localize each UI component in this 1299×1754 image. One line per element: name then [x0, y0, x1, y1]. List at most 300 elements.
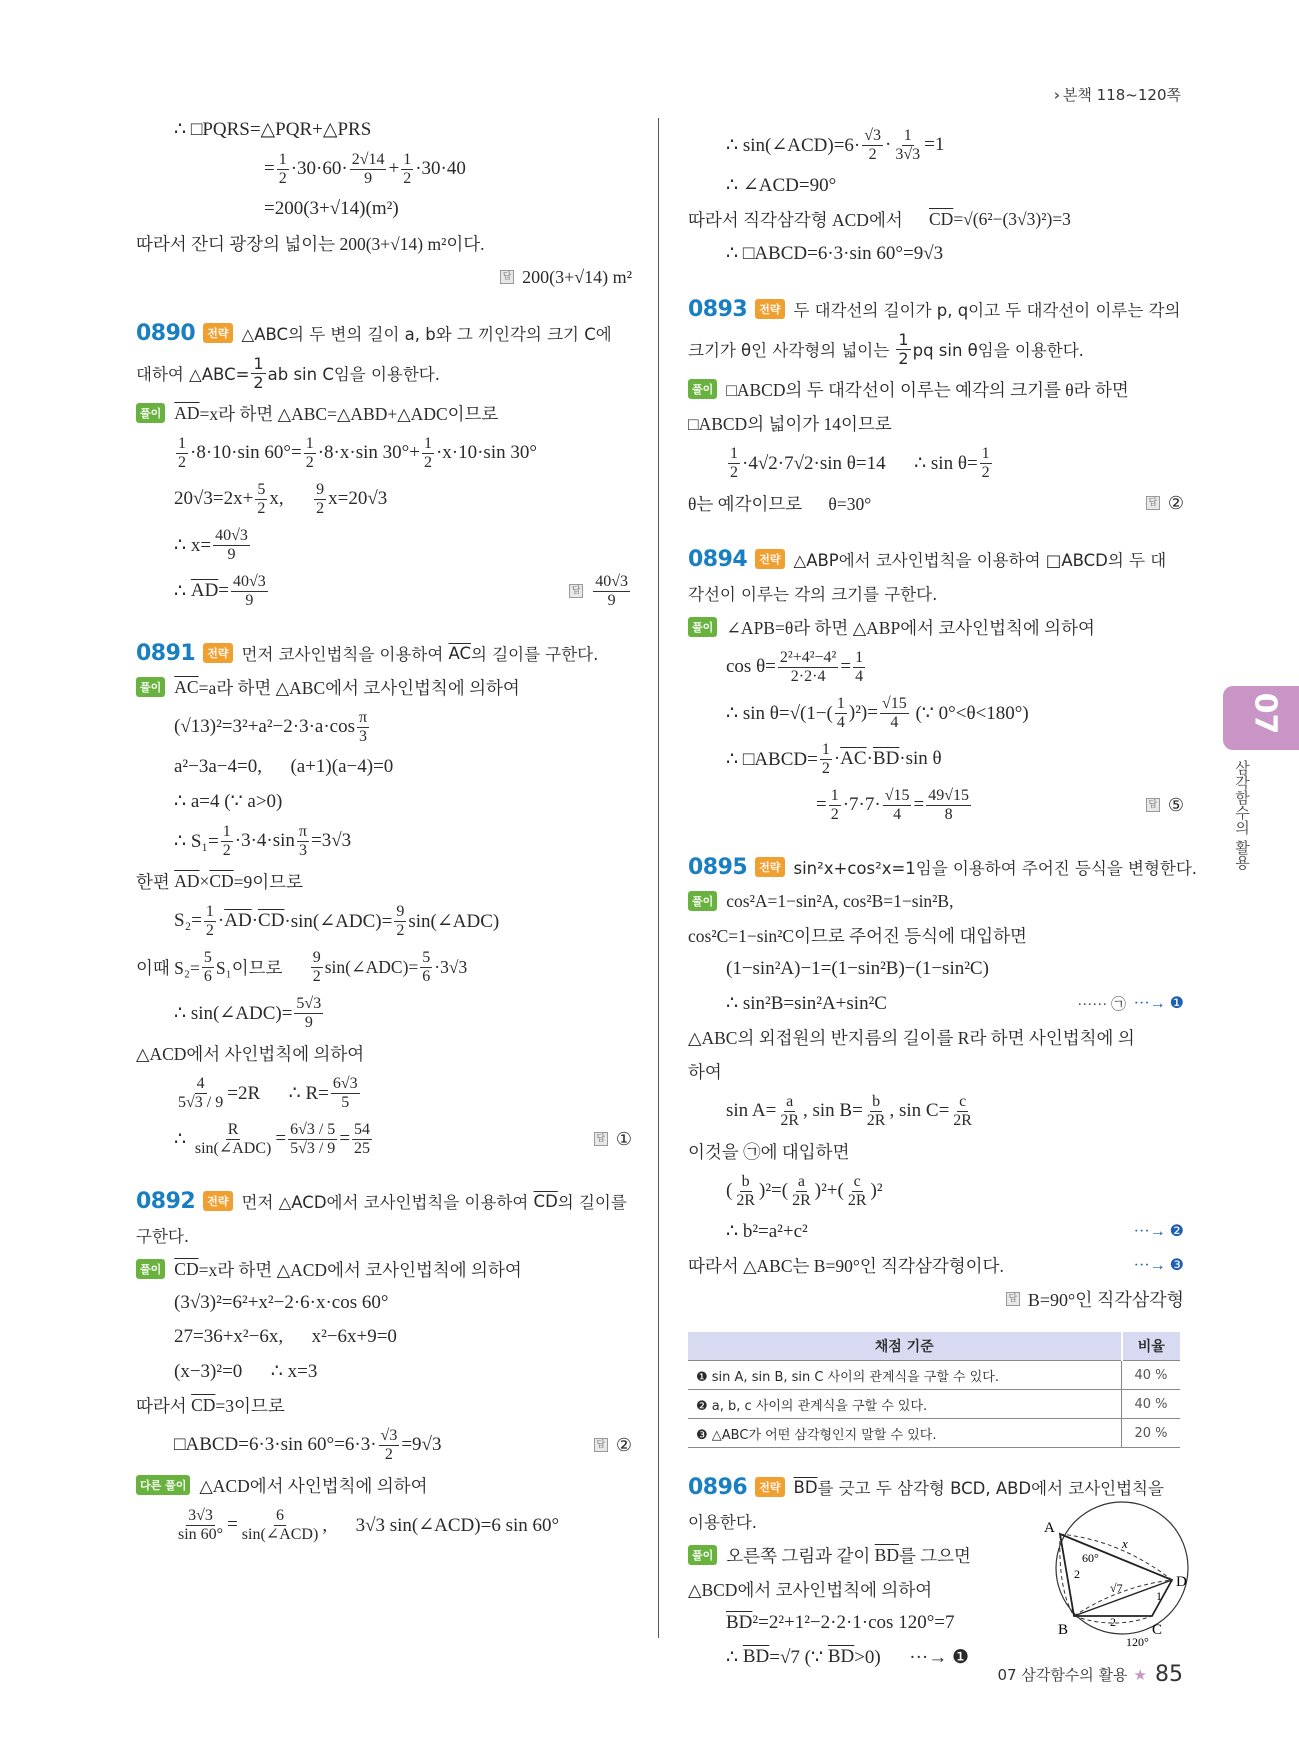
overline-segment: $\overline{AD}$ [224, 910, 252, 931]
numerator: 5 [422, 948, 431, 966]
fraction [422, 435, 434, 471]
problem-number: 0890 [136, 320, 196, 346]
text-run: ∴ □PQRS=△PQR+△PRS [174, 118, 372, 140]
label-2b: 2 [1110, 1615, 1116, 1629]
line-cont [688, 576, 1184, 610]
line-head [688, 850, 1198, 884]
text-run: ∴ [726, 1646, 743, 1668]
text-run: ∴ sin θ=√(1−( [726, 702, 833, 724]
denominator: 2 [253, 372, 264, 392]
text-run: ·sin(∠ADC)= [284, 910, 393, 932]
text-run: ∠APB=θ라 하면 △ABP에서 코사인법칙에 의하여 [726, 617, 1095, 638]
text-run: 따라서 △ABC는 B=90°인 직각삼각형이다. [688, 1255, 1004, 1276]
text-run: ·7·7· [842, 794, 881, 815]
text-run: ⑤ [1167, 794, 1184, 815]
text-run: ∴ □ABCD= [726, 748, 818, 770]
text-run: ∴ □ABCD=6·3·sin 60°=9√3 [726, 242, 944, 264]
text-run: (√13)²=3²+a²−2·3·a·cos [174, 716, 355, 737]
text-run: sin(∠ADC)= [324, 956, 419, 977]
text-run: ·sin θ [899, 748, 942, 769]
fraction [778, 1093, 801, 1129]
overline-segment: $\overline{CD}$ [174, 1258, 199, 1279]
fraction [835, 695, 847, 731]
point-d: D [1176, 1574, 1187, 1590]
line-eq [136, 1354, 632, 1388]
line-text [688, 406, 1184, 440]
text-run: = [275, 1128, 287, 1149]
text-run: □ABCD=6·3·sin 60°=6·3· [174, 1434, 377, 1455]
step-marker: ···→ ❶ [1133, 995, 1184, 1012]
table-header: 채점 기준 [688, 1332, 1122, 1361]
numerator: 1 [178, 434, 186, 452]
fraction [829, 787, 841, 823]
point-c: C [1152, 1622, 1163, 1638]
line-head [136, 636, 632, 670]
numerator: 1 [423, 434, 432, 452]
line-eq [688, 168, 1184, 202]
fraction [311, 949, 323, 985]
text-run: ∴ a=4 (∵ a>0) [174, 790, 283, 812]
line-eq2 [136, 192, 632, 226]
answer-icon: 답 [1146, 798, 1160, 812]
overline-segment: $\overline{BD}$ [827, 1646, 855, 1667]
denominator: 9 [245, 591, 254, 609]
text-run: △ABC의 두 변의 길이 a, b와 그 끼인각의 크기 C에 [241, 325, 612, 344]
line-sol [136, 1252, 632, 1286]
text-run: =9√3 [401, 1434, 442, 1455]
denominator: 3 [359, 727, 368, 745]
fraction [221, 823, 233, 859]
line-eq [136, 522, 632, 568]
line-eq [136, 430, 632, 476]
line-eq [136, 898, 632, 944]
fraction [862, 127, 883, 163]
text-run: sin(∠ADC) [408, 910, 500, 932]
text-run: = [218, 580, 230, 601]
overline-segment: $\overline{CD}$ [209, 870, 234, 891]
denominator: 2 [730, 463, 738, 481]
line-text [688, 1054, 1184, 1088]
line-head [136, 316, 632, 350]
line-eq2 [688, 782, 1184, 828]
line-eq [136, 1422, 632, 1468]
numerator: 2√14 [351, 150, 385, 168]
text-run: = [913, 794, 925, 815]
text-run: cos²C=1−sin²C이므로 주어진 등식에 대입하면 [688, 925, 1027, 946]
denominator: 2 [316, 499, 325, 517]
numerator: π [298, 822, 307, 840]
answer [1146, 795, 1184, 816]
answer-icon: 답 [500, 270, 514, 284]
equation-marker: ······ ㉠ [1077, 996, 1126, 1013]
numerator: 1 [836, 694, 845, 712]
overline-segment: $\overline{BD}$ [793, 1477, 818, 1497]
overline-segment: $\overline{BD}$ [874, 1544, 899, 1565]
denominator: 4 [836, 713, 845, 731]
footer-chapter: 07 삼각함수의 활용 [997, 1666, 1128, 1684]
text-run: ∴ [174, 1128, 191, 1150]
text-run: >0) ···→ ❶ [854, 1646, 970, 1668]
table-row [688, 1361, 1180, 1390]
problem-number: 0891 [136, 640, 196, 666]
line-ansonly [688, 1282, 1184, 1316]
line-eq [136, 1502, 632, 1548]
line-eq [136, 568, 632, 614]
line-eq [688, 122, 1184, 168]
denominator: 2 [396, 921, 405, 939]
line-cont [136, 1218, 632, 1252]
fraction [176, 1075, 225, 1111]
denominator: 9 [607, 591, 616, 609]
numerator: √15 [881, 694, 907, 712]
fraction [880, 695, 909, 731]
text-run: ·4√2·7√2·sin θ=14 ∴ sin θ= [742, 452, 978, 474]
line-eq [688, 236, 1184, 270]
criterion-cell: ❶ sin A, sin B, sin C 사이의 관계식을 구할 수 있다. [688, 1361, 1122, 1390]
numerator: 1 [898, 329, 909, 349]
numerator: 6√3 / 5 [290, 1120, 336, 1138]
line-head [136, 1184, 632, 1218]
answer [569, 573, 632, 609]
numerator: 1 [403, 150, 412, 168]
text-run: · [251, 910, 259, 931]
fraction [394, 903, 406, 939]
text-run: + [388, 158, 400, 179]
numerator: 1 [830, 786, 839, 804]
line-sol [688, 372, 1184, 406]
text-run: ∴ sin²B=sin²A+sin²C [726, 992, 887, 1014]
numerator: 1 [855, 648, 864, 666]
text-run: =2R ∴ R= [227, 1082, 329, 1104]
text-run: ·30·40 [415, 158, 466, 179]
text-run: ·30·60· [290, 158, 348, 179]
numerator: 54 [354, 1120, 371, 1138]
text-run: 의 길이를 [557, 1193, 627, 1212]
denominator: 2 [384, 1445, 393, 1463]
text-run: 를 긋고 두 삼각형 BCD, ABD에서 코사인법칙을 [817, 1479, 1164, 1498]
text-run: △ABP에서 코사인법칙을 이용하여 □ABCD의 두 대 [793, 551, 1167, 570]
text-run: ∴ ∠ACD=90° [726, 174, 837, 196]
answer-icon: 답 [569, 584, 583, 598]
line-eq [136, 1286, 632, 1320]
denominator: 2 [278, 169, 287, 187]
text-run: 27=36+x²−6x, x²−6x+9=0 [174, 1326, 397, 1347]
fraction [951, 1093, 974, 1129]
chapter-number: 07 [1247, 692, 1283, 735]
numerator: 1 [821, 740, 830, 758]
line-eq [688, 1088, 1184, 1134]
fraction [294, 995, 323, 1031]
text-run: θ는 예각이므로 θ=30° [688, 493, 872, 514]
text-run: ② [1167, 492, 1184, 513]
step-marker: ···→ ❸ [1133, 1257, 1184, 1274]
line-eq [136, 1320, 632, 1354]
text-run: ① [615, 1128, 632, 1149]
denominator: sin(∠ADC) [194, 1139, 272, 1157]
fraction [277, 151, 289, 187]
overline-segment: $\overline{AD}$ [190, 580, 219, 601]
denominator: 5√3 / 9 [290, 1139, 336, 1157]
denominator: 9 [304, 1013, 313, 1031]
numerator: 1 [903, 126, 912, 144]
line-eq2 [136, 146, 632, 192]
text-run: ²=2²+1²−2·2·1·cos 120°=7 [752, 1612, 955, 1633]
text-run: × [199, 870, 210, 891]
numerator: 1 [253, 353, 264, 373]
overline-segment: $\overline{BD}$ [742, 1646, 770, 1667]
chevron-right-icon: › [1053, 86, 1060, 104]
fraction [853, 649, 865, 685]
denominator: 4 [893, 805, 902, 823]
problem-number: 0896 [688, 1474, 748, 1500]
denominator: 2R [953, 1111, 972, 1129]
fraction [401, 151, 413, 187]
solution-badge: 풀이 [136, 403, 165, 423]
line-text [136, 1388, 632, 1422]
numerator: a [786, 1092, 794, 1110]
text-run: cos θ= [726, 656, 776, 677]
denominator: 2R [866, 1111, 886, 1129]
denominator: 6 [422, 967, 431, 985]
numerator: c [853, 1172, 861, 1190]
text-run: 의 길이를 구한다. [471, 645, 599, 664]
point-a: A [1044, 1520, 1055, 1536]
text-run: )²)= [848, 702, 878, 723]
text-run: ·x·10·sin 30° [435, 442, 537, 463]
star-icon: ★ [1133, 1665, 1147, 1684]
numerator: 1 [278, 150, 287, 168]
text-run: =1 [924, 134, 945, 155]
text-run: ∴ x= [174, 534, 212, 556]
text-run: sin A= [726, 1100, 777, 1121]
fraction [213, 527, 250, 563]
answer [1006, 1286, 1184, 1312]
denominator: 25 [354, 1139, 371, 1157]
fraction [593, 573, 630, 609]
line-sol [136, 670, 632, 704]
text-run: 두 대각선의 길이가 p, q이고 두 대각선이 이루는 각의 [793, 301, 1181, 320]
numerator: 40√3 [595, 572, 628, 590]
numerator: 6 [276, 1506, 285, 1524]
denominator: 2 [305, 453, 314, 471]
strategy-badge: 전략 [755, 299, 784, 319]
line-alt [136, 1468, 632, 1502]
numerator: 1 [981, 444, 990, 462]
text-run: = [264, 158, 275, 179]
quadrilateral-figure [1030, 1490, 1200, 1650]
text-run: =√7 (∵ [769, 1646, 828, 1668]
column-divider [658, 118, 659, 1638]
denominator: 2 [205, 921, 214, 939]
fraction [202, 949, 214, 985]
solution-badge: 풀이 [688, 617, 717, 637]
line-text [688, 1020, 1184, 1054]
text-run: = [816, 794, 827, 815]
ratio-cell: 20 % [1122, 1419, 1181, 1448]
fraction [357, 709, 369, 745]
fraction [352, 1121, 372, 1157]
text-run: =x라 하면 △ABC=△ABD+△ADC이므로 [199, 403, 499, 424]
text-run: B=90°인 직각삼각형 [1027, 1290, 1184, 1310]
denominator: 3√3 [895, 145, 921, 163]
line-eq [136, 818, 632, 864]
table-header: 비율 [1122, 1332, 1181, 1361]
fraction [251, 355, 265, 391]
strategy-badge: 전략 [755, 549, 784, 569]
text-run: sin²x+cos²x=1임을 이용하여 주어진 등식을 변형한다. [793, 859, 1198, 878]
fraction [846, 1173, 869, 1209]
text-run: =9이므로 [233, 871, 303, 892]
text-run: △ABC의 외접원의 반지름의 길이를 R라 하면 사인법칙에 의 [688, 1027, 1135, 1048]
text-run: 이때 S₂= [136, 957, 200, 978]
text-run: ·8·x·sin 30°+ [317, 442, 420, 463]
text-run: )² [870, 1180, 883, 1201]
text-run: ∴ sin(∠ADC)= [174, 1002, 293, 1024]
alt-solution-badge: 다른 풀이 [136, 1475, 190, 1495]
line-eq [688, 986, 1184, 1020]
numerator: b [741, 1172, 750, 1190]
text-run: · [833, 748, 841, 769]
text-run: =√(6²−(3√3)²)=3 [953, 208, 1071, 229]
text-run: 먼저 코사인법칙을 이용하여 [241, 645, 449, 664]
line-head [688, 542, 1184, 576]
denominator: 9 [364, 169, 373, 187]
strategy-badge: 전략 [203, 323, 232, 343]
answer [1146, 493, 1184, 514]
numerator: 2²+4²−4² [779, 648, 837, 666]
denominator: 2R [792, 1191, 811, 1209]
text-run: S₁이므로 [215, 957, 309, 978]
table-row [688, 1390, 1180, 1419]
line-eq [136, 750, 632, 784]
solution-badge: 풀이 [688, 891, 717, 911]
text-run: )²=( [759, 1180, 789, 1201]
line-eq [688, 1214, 1184, 1248]
denominator: 4 [855, 667, 864, 685]
denominator: sin(∠ACD) [241, 1525, 319, 1543]
denominator: 2 [898, 348, 909, 368]
text-run: 각선이 이루는 각의 크기를 구한다. [688, 585, 938, 604]
line-text [688, 918, 1184, 952]
numerator: 9 [316, 480, 325, 498]
text-run: 오른쪽 그림과 같이 [726, 1545, 875, 1566]
criterion-cell: ❷ a, b, c 사이의 관계식을 구할 수 있다. [688, 1390, 1122, 1419]
answer [594, 1129, 632, 1150]
text-run: ∴ b²=a²+c² [726, 1220, 808, 1242]
text-run: 200(3+√14) m² [522, 266, 632, 287]
line-sol [688, 884, 1184, 918]
problem-number: 0894 [688, 546, 748, 572]
text-run: 이것을 ㉠에 대입하면 [688, 1141, 850, 1162]
fraction [350, 151, 387, 187]
text-run: · [885, 134, 892, 155]
numerator: 1 [205, 902, 214, 920]
fraction [865, 1093, 888, 1129]
text-run: S₂= [174, 910, 202, 931]
text-run: ∴ [174, 580, 191, 602]
fraction [193, 1121, 274, 1157]
numerator: 1 [305, 434, 314, 452]
page-footer [997, 1662, 1183, 1687]
strategy-badge: 전략 [203, 643, 232, 663]
solution-badge: 풀이 [688, 379, 717, 399]
line-text [688, 1248, 1184, 1282]
solution-badge: 풀이 [136, 677, 165, 697]
point-b: B [1058, 1622, 1069, 1638]
overline-segment: $\overline{CD}$ [191, 1394, 216, 1415]
fraction [790, 1173, 813, 1209]
line-text [136, 864, 632, 898]
numerator: √3 [380, 1426, 398, 1444]
numerator: a [797, 1172, 805, 1190]
label-sqrt7: √7 [1110, 1581, 1123, 1595]
denominator: 6 [203, 967, 212, 985]
page-reference [1054, 84, 1181, 105]
text-run: =3이므로 [215, 1395, 285, 1416]
text-run: 하여 [688, 1061, 722, 1082]
overline-segment: $\overline{CD}$ [533, 1191, 558, 1211]
scoring-table [688, 1332, 1180, 1448]
numerator: 4 [196, 1074, 205, 1092]
text-run: ∴ S₁= [174, 830, 219, 852]
fraction [379, 1427, 400, 1463]
text-run: 따라서 [136, 1395, 192, 1416]
text-run: (3√3)²=6²+x²−2·6·x·cos 60° [174, 1292, 389, 1313]
numerator: 1 [222, 822, 231, 840]
text-run: 대하여 △ABC= [136, 365, 250, 384]
denominator: 3 [298, 841, 307, 859]
text-run: ·3√3 [434, 956, 468, 977]
strategy-badge: 전략 [755, 857, 784, 877]
numerator: π [359, 708, 368, 726]
denominator: 5 [341, 1093, 350, 1111]
numerator: 5√3 [296, 994, 322, 1012]
text-run: = [227, 1514, 238, 1535]
text-run: △ACD에서 사인법칙에 의하여 [199, 1475, 428, 1496]
line-text [136, 226, 632, 260]
text-run: a²−3a−4=0, (a+1)(a−4)=0 [174, 756, 394, 777]
denominator: 2 [403, 169, 412, 187]
text-run: ∴ sin(∠ACD)=6· [726, 134, 861, 156]
text-run: x, [269, 488, 313, 509]
text-run: x=20√3 [328, 488, 388, 509]
fraction [231, 573, 268, 609]
line-eq [688, 952, 1184, 986]
fraction [176, 435, 188, 471]
numerator: 5 [257, 480, 266, 498]
text-run: =3√3 [310, 830, 352, 851]
numerator: b [872, 1092, 881, 1110]
chapter-label: 삼각함수의 활용 [1233, 760, 1251, 870]
denominator: 2·2·4 [790, 667, 826, 685]
label-x: x [1122, 1536, 1128, 1551]
label-120: 120° [1126, 1635, 1149, 1649]
line-eq [688, 1168, 1184, 1214]
numerator: 9 [312, 948, 321, 966]
overline-segment: $\overline{CD}$ [929, 208, 954, 229]
solution-badge: 풀이 [688, 1545, 717, 1565]
line-eq [136, 704, 632, 750]
text-run: 구한다. [136, 1227, 190, 1246]
chapter-tab[interactable] [1223, 686, 1299, 750]
text-run: )²+( [814, 1180, 844, 1201]
answer [500, 267, 632, 288]
fraction [420, 949, 432, 985]
label-60: 60° [1082, 1551, 1099, 1565]
line-eq [136, 784, 632, 818]
denominator: 2 [257, 499, 266, 517]
solution-badge: 풀이 [136, 1259, 165, 1279]
